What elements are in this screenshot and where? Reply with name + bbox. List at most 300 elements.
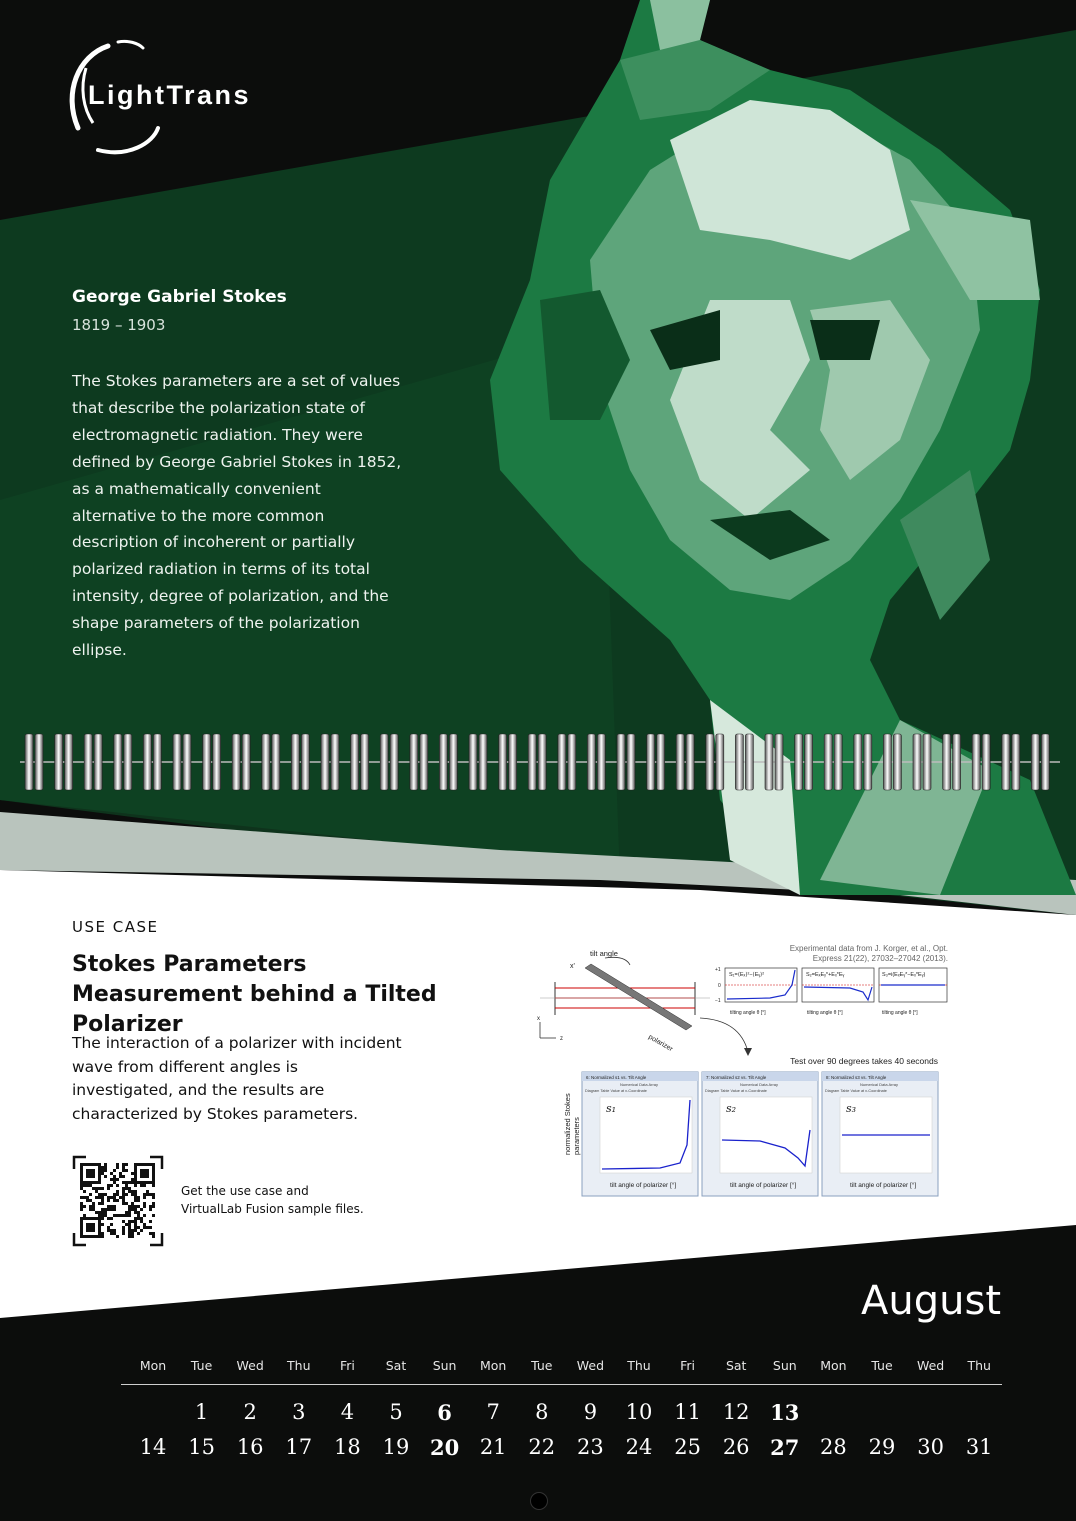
qr-module xyxy=(128,1190,131,1193)
qr-module xyxy=(119,1172,122,1175)
qr-module xyxy=(131,1190,134,1193)
qr-module xyxy=(107,1196,110,1199)
spiral-ring xyxy=(380,734,388,790)
spiral-ring xyxy=(291,734,299,790)
brand-name: LightTrans xyxy=(88,80,252,110)
qr-module xyxy=(134,1226,137,1229)
spiral-ring xyxy=(943,734,951,790)
plot-s2 xyxy=(802,968,874,1016)
qr-module xyxy=(98,1226,101,1229)
calendar-day[interactable]: 14 xyxy=(139,1435,167,1459)
win-menu-2: Diagram Table Value at x-Coordinate xyxy=(705,1089,767,1093)
spiral-ring xyxy=(25,734,33,790)
calendar-rule xyxy=(121,1384,1002,1385)
qr-module xyxy=(95,1181,98,1184)
qr-module xyxy=(83,1181,86,1184)
day-name: Thu xyxy=(627,1358,651,1373)
calendar-day[interactable]: 21 xyxy=(479,1435,507,1459)
qr-module xyxy=(137,1217,140,1220)
qr-module xyxy=(113,1178,116,1181)
test-note: Test over 90 degrees takes 40 seconds xyxy=(790,1056,938,1066)
qr-module xyxy=(128,1223,131,1226)
qr-module xyxy=(89,1175,92,1178)
qr-module xyxy=(80,1223,83,1226)
qr-module xyxy=(92,1172,95,1175)
qr-module xyxy=(152,1181,155,1184)
win-sub-2: Numerical Data Array xyxy=(740,1082,779,1087)
qr-module xyxy=(104,1169,107,1172)
qr-module xyxy=(125,1214,128,1217)
qr-module xyxy=(101,1214,104,1217)
qr-module xyxy=(80,1178,83,1181)
calendar-day[interactable]: 27 xyxy=(770,1435,800,1460)
spiral-ring xyxy=(765,734,773,790)
qr-module xyxy=(104,1193,107,1196)
qr-module xyxy=(137,1214,140,1217)
spiral-ring xyxy=(883,734,891,790)
qr-module xyxy=(101,1193,104,1196)
qr-module xyxy=(80,1229,83,1232)
qr-module xyxy=(125,1169,128,1172)
spiral-ring xyxy=(923,734,931,790)
qr-module xyxy=(122,1214,125,1217)
qr-module xyxy=(101,1196,104,1199)
qr-module xyxy=(140,1229,143,1232)
calendar-day[interactable]: 1 xyxy=(194,1400,209,1424)
qr-module xyxy=(95,1211,98,1214)
qr-module xyxy=(152,1214,155,1217)
qr-module xyxy=(83,1214,86,1217)
qr-module xyxy=(131,1235,134,1238)
calendar-day[interactable]: 4 xyxy=(340,1400,355,1424)
calendar-day[interactable]: 15 xyxy=(188,1435,215,1459)
spiral-ring xyxy=(824,734,832,790)
axis-z: z xyxy=(560,1036,563,1042)
qr-module xyxy=(113,1199,116,1202)
citation-line-2: Express 21(22), 27032–27042 (2013). xyxy=(812,954,948,963)
qr-module xyxy=(113,1181,116,1184)
month-title: August xyxy=(861,1278,1001,1324)
qr-module xyxy=(89,1172,92,1175)
win-title-3: 8: Normalized s3 vs. Tilt Angle xyxy=(826,1075,887,1080)
qr-module xyxy=(83,1196,86,1199)
qr-module xyxy=(95,1187,98,1190)
qr-module xyxy=(131,1220,134,1223)
qr-module xyxy=(107,1199,110,1202)
qr-module xyxy=(143,1223,146,1226)
qr-module xyxy=(101,1211,104,1214)
spiral-ring xyxy=(143,734,151,790)
qr-module xyxy=(143,1181,146,1184)
spiral-ring xyxy=(538,734,546,790)
qr-module xyxy=(122,1229,125,1232)
qr-module xyxy=(98,1214,101,1217)
qr-module xyxy=(137,1196,140,1199)
qr-module xyxy=(134,1190,137,1193)
calendar-day[interactable]: 9 xyxy=(583,1400,598,1424)
spiral-ring xyxy=(568,734,576,790)
qr-module xyxy=(128,1220,131,1223)
qr-module xyxy=(131,1193,134,1196)
calendar-day[interactable]: 30 xyxy=(917,1435,944,1459)
qr-module xyxy=(80,1166,83,1169)
day-name: Sat xyxy=(725,1358,747,1373)
qr-module xyxy=(134,1220,137,1223)
qr-module xyxy=(98,1232,101,1235)
qr-module xyxy=(134,1166,137,1169)
qr-module xyxy=(116,1184,119,1187)
qr-module xyxy=(98,1187,101,1190)
qr-module xyxy=(122,1166,125,1169)
qr-module xyxy=(83,1217,86,1220)
qr-module xyxy=(140,1217,143,1220)
qr-module xyxy=(110,1232,113,1235)
qr-module xyxy=(80,1181,83,1184)
qr-module xyxy=(134,1211,137,1214)
qr-module xyxy=(116,1235,119,1238)
qr-module xyxy=(86,1229,89,1232)
qr-module xyxy=(143,1205,146,1208)
qr-module xyxy=(152,1196,155,1199)
qr-module xyxy=(125,1211,128,1214)
qr-module xyxy=(86,1226,89,1229)
spiral-ring xyxy=(528,734,536,790)
qr-module xyxy=(131,1172,134,1175)
qr-module xyxy=(128,1205,131,1208)
spiral-ring xyxy=(449,734,457,790)
qr-module xyxy=(140,1169,143,1172)
qr-module xyxy=(134,1169,137,1172)
spiral-ring xyxy=(390,734,398,790)
qr-module xyxy=(113,1193,116,1196)
win-label-s3: s₃ xyxy=(846,1102,857,1115)
plot-s3 xyxy=(879,968,947,1016)
qr-module xyxy=(119,1196,122,1199)
spiral-ring xyxy=(854,734,862,790)
qr-module xyxy=(101,1208,104,1211)
qr-module xyxy=(98,1223,101,1226)
axis-x: x xyxy=(537,1016,540,1022)
calendar-day[interactable]: 24 xyxy=(625,1435,653,1459)
qr-module xyxy=(134,1163,137,1166)
win-sub-1: Numerical Data Array xyxy=(620,1082,659,1087)
calendar-day[interactable]: 28 xyxy=(820,1435,847,1459)
qr-module xyxy=(92,1208,95,1211)
qr-module xyxy=(125,1223,128,1226)
qr-module xyxy=(98,1172,101,1175)
qr-module xyxy=(98,1166,101,1169)
qr-module xyxy=(146,1190,149,1193)
spiral-ring xyxy=(331,734,339,790)
spiral-ring xyxy=(124,734,132,790)
tick-zero: 0 xyxy=(718,983,721,989)
qr-module xyxy=(122,1163,125,1166)
qr-module xyxy=(101,1232,104,1235)
plot-formula-2: S₂=EₓEᵧ*+Eₓ*Eᵧ xyxy=(806,972,845,978)
qr-module xyxy=(92,1235,95,1238)
calendar-day[interactable]: 17 xyxy=(285,1435,313,1459)
qr-module xyxy=(83,1235,86,1238)
qr-module xyxy=(104,1163,107,1166)
plot-xlabel-1: tilting angle θ [°] xyxy=(730,1010,766,1016)
spiral-ring xyxy=(1041,734,1049,790)
qr-module xyxy=(89,1199,92,1202)
qr-module xyxy=(134,1184,137,1187)
qr-module xyxy=(89,1181,92,1184)
spiral-ring xyxy=(982,734,990,790)
day-name: Mon xyxy=(480,1358,507,1373)
calendar-day[interactable]: 19 xyxy=(382,1435,410,1459)
spiral-ring xyxy=(183,734,191,790)
qr-module xyxy=(113,1208,116,1211)
qr-module xyxy=(92,1163,95,1166)
qr-module xyxy=(137,1205,140,1208)
win-label-s2: s₂ xyxy=(726,1102,737,1115)
qr-module xyxy=(149,1226,152,1229)
qr-module xyxy=(107,1229,110,1232)
spiral-ring xyxy=(864,734,872,790)
qr-module xyxy=(92,1187,95,1190)
spiral-ring xyxy=(972,734,980,790)
use-case-title: Stokes Parameters Measurement behind a Tilted Polarizer xyxy=(72,952,437,1037)
use-case-figure xyxy=(530,940,950,1200)
calendar-day[interactable]: 31 xyxy=(965,1435,993,1459)
qr-module xyxy=(89,1226,92,1229)
qr-module xyxy=(131,1178,134,1181)
spiral-ring xyxy=(272,734,280,790)
qr-module xyxy=(80,1184,83,1187)
qr-module xyxy=(137,1181,140,1184)
qr-module xyxy=(98,1217,101,1220)
calendar-day[interactable]: 22 xyxy=(528,1435,556,1459)
spiral-ring xyxy=(676,734,684,790)
qr-module xyxy=(134,1181,137,1184)
qr-module xyxy=(110,1184,113,1187)
qr-module xyxy=(143,1169,146,1172)
calendar-day[interactable]: 12 xyxy=(722,1400,750,1424)
qr-module xyxy=(137,1232,140,1235)
qr-module xyxy=(149,1205,152,1208)
spiral-ring xyxy=(805,734,813,790)
window-s2 xyxy=(702,1072,818,1196)
qr-module xyxy=(125,1163,128,1166)
qr-module xyxy=(143,1202,146,1205)
spiral-ring xyxy=(775,734,783,790)
spiral-ring xyxy=(953,734,961,790)
qr-module xyxy=(149,1163,152,1166)
spiral-ring xyxy=(893,734,901,790)
qr-module xyxy=(152,1178,155,1181)
spiral-ring xyxy=(657,734,665,790)
qr-module xyxy=(92,1217,95,1220)
qr-module xyxy=(83,1205,86,1208)
spiral-ring xyxy=(1012,734,1020,790)
qr-module xyxy=(80,1226,83,1229)
qr-module xyxy=(152,1166,155,1169)
qr-module xyxy=(125,1187,128,1190)
spiral-ring xyxy=(35,734,43,790)
qr-module xyxy=(83,1163,86,1166)
qr-module xyxy=(128,1208,131,1211)
spiral-ring xyxy=(94,734,102,790)
qr-module xyxy=(107,1217,110,1220)
qr-module xyxy=(89,1184,92,1187)
qr-module xyxy=(80,1187,83,1190)
tick-plus1: +1 xyxy=(715,967,721,973)
qr-module xyxy=(98,1169,101,1172)
calendar-day[interactable]: 8 xyxy=(535,1400,549,1424)
qr-module xyxy=(146,1169,149,1172)
spiral-ring xyxy=(706,734,714,790)
qr-module xyxy=(101,1199,104,1202)
day-name: Sun xyxy=(432,1358,457,1373)
qr-module xyxy=(146,1175,149,1178)
qr-module xyxy=(89,1217,92,1220)
qr-module xyxy=(113,1232,116,1235)
qr-module xyxy=(128,1214,131,1217)
qr-module xyxy=(131,1202,134,1205)
win-ylabel-2: parameters xyxy=(572,1117,581,1155)
qr-module xyxy=(146,1163,149,1166)
qr-module xyxy=(122,1175,125,1178)
qr-module xyxy=(80,1172,83,1175)
qr-module xyxy=(92,1223,95,1226)
qr-module xyxy=(140,1175,143,1178)
qr-module xyxy=(125,1181,128,1184)
spiral-ring xyxy=(745,734,753,790)
qr-module xyxy=(89,1223,92,1226)
qr-module xyxy=(101,1235,104,1238)
qr-module xyxy=(143,1193,146,1196)
win-ylabel-1: normalized Stokes xyxy=(563,1093,572,1155)
qr-module xyxy=(149,1220,152,1223)
qr-module xyxy=(113,1175,116,1178)
win-sub-3: Numerical Data Array xyxy=(860,1082,899,1087)
calendar-day[interactable]: 29 xyxy=(868,1435,896,1459)
calendar-day[interactable]: 11 xyxy=(674,1400,701,1424)
qr-module xyxy=(122,1190,125,1193)
qr-module xyxy=(134,1199,137,1202)
qr-module xyxy=(152,1184,155,1187)
qr-module xyxy=(95,1163,98,1166)
qr-module xyxy=(122,1202,125,1205)
qr-module xyxy=(113,1229,116,1232)
polarizer-label: polarizer xyxy=(647,1033,674,1054)
qr-module xyxy=(152,1163,155,1166)
qr-module xyxy=(92,1202,95,1205)
qr-module xyxy=(122,1169,125,1172)
spiral-ring xyxy=(351,734,359,790)
calendar-day[interactable]: 3 xyxy=(292,1400,306,1424)
spiral-ring xyxy=(242,734,250,790)
qr-module xyxy=(143,1184,146,1187)
qr-module xyxy=(134,1178,137,1181)
win-title-2: 7: Normalized s2 vs. Tilt Angle xyxy=(706,1075,767,1080)
spiral-ring xyxy=(65,734,73,790)
qr-module xyxy=(152,1193,155,1196)
plot-xlabel-3: tilting angle θ [°] xyxy=(882,1010,918,1016)
qr-module xyxy=(80,1196,83,1199)
calendar-day[interactable]: 26 xyxy=(722,1435,750,1459)
qr-module xyxy=(125,1193,128,1196)
use-case-label: USE CASE xyxy=(72,918,159,936)
qr-module xyxy=(92,1205,95,1208)
spiral-ring xyxy=(647,734,655,790)
calendar-day[interactable]: 20 xyxy=(429,1435,460,1460)
qr-module xyxy=(149,1181,152,1184)
day-name: Sun xyxy=(772,1358,797,1373)
qr-module xyxy=(86,1196,89,1199)
qr-module xyxy=(140,1181,143,1184)
win-xlabel-1: tilt angle of polarizer [°] xyxy=(610,1182,677,1189)
win-xlabel-2: tilt angle of polarizer [°] xyxy=(730,1182,797,1189)
qr-module xyxy=(125,1184,128,1187)
window-s1 xyxy=(582,1072,698,1196)
qr-module xyxy=(98,1178,101,1181)
qr-module xyxy=(143,1196,146,1199)
spiral-ring xyxy=(361,734,369,790)
calendar-day[interactable]: 5 xyxy=(389,1400,403,1424)
bio-name: George Gabriel Stokes xyxy=(72,287,287,307)
use-case-text: The interaction of a polarizer with incident wave from different angles is investigated, and the results are characterized by Stokes parameters. xyxy=(72,1034,402,1123)
day-name: Wed xyxy=(916,1358,945,1373)
qr-module xyxy=(122,1220,125,1223)
polarizer-plate xyxy=(585,964,692,1030)
calendar-day[interactable]: 18 xyxy=(334,1435,361,1459)
qr-module xyxy=(119,1214,122,1217)
axis-x-prime: x' xyxy=(570,963,575,970)
qr-module xyxy=(92,1226,95,1229)
spiral-ring xyxy=(499,734,507,790)
qr-module xyxy=(128,1181,131,1184)
qr-module xyxy=(104,1166,107,1169)
qr-module xyxy=(152,1172,155,1175)
qr-code[interactable] xyxy=(72,1155,164,1247)
calendar-day[interactable]: 16 xyxy=(236,1435,264,1459)
calendar-day[interactable]: 10 xyxy=(625,1400,653,1424)
qr-module xyxy=(134,1172,137,1175)
spiral-ring xyxy=(617,734,625,790)
citation-line-1: Experimental data from J. Korger, et al., Opt. xyxy=(789,944,948,953)
qr-module xyxy=(89,1208,92,1211)
qr-module xyxy=(143,1175,146,1178)
qr-module xyxy=(131,1229,134,1232)
calendar-day[interactable]: 2 xyxy=(243,1400,257,1424)
calendar-day[interactable]: 13 xyxy=(770,1400,800,1425)
win-menu-1: Diagram Table Value at x-Coordinate xyxy=(585,1089,647,1093)
qr-module xyxy=(134,1223,137,1226)
calendar-day[interactable]: 23 xyxy=(577,1435,604,1459)
calendar-day[interactable]: 25 xyxy=(674,1435,701,1459)
day-name: Wed xyxy=(236,1358,264,1373)
qr-module xyxy=(101,1223,104,1226)
day-name: Fri xyxy=(680,1358,696,1373)
qr-module xyxy=(98,1220,101,1223)
qr-module xyxy=(113,1169,116,1172)
qr-module xyxy=(119,1175,122,1178)
qr-module xyxy=(122,1193,125,1196)
qr-module xyxy=(110,1229,113,1232)
calendar-day[interactable]: 7 xyxy=(486,1400,500,1424)
calendar-day[interactable]: 6 xyxy=(437,1400,452,1425)
qr-module xyxy=(146,1172,149,1175)
qr-module xyxy=(101,1172,104,1175)
spiral-ring xyxy=(587,734,595,790)
qr-module xyxy=(80,1169,83,1172)
qr-module xyxy=(125,1202,128,1205)
day-name: Wed xyxy=(576,1358,605,1373)
win-label-s1: s₁ xyxy=(606,1102,617,1115)
